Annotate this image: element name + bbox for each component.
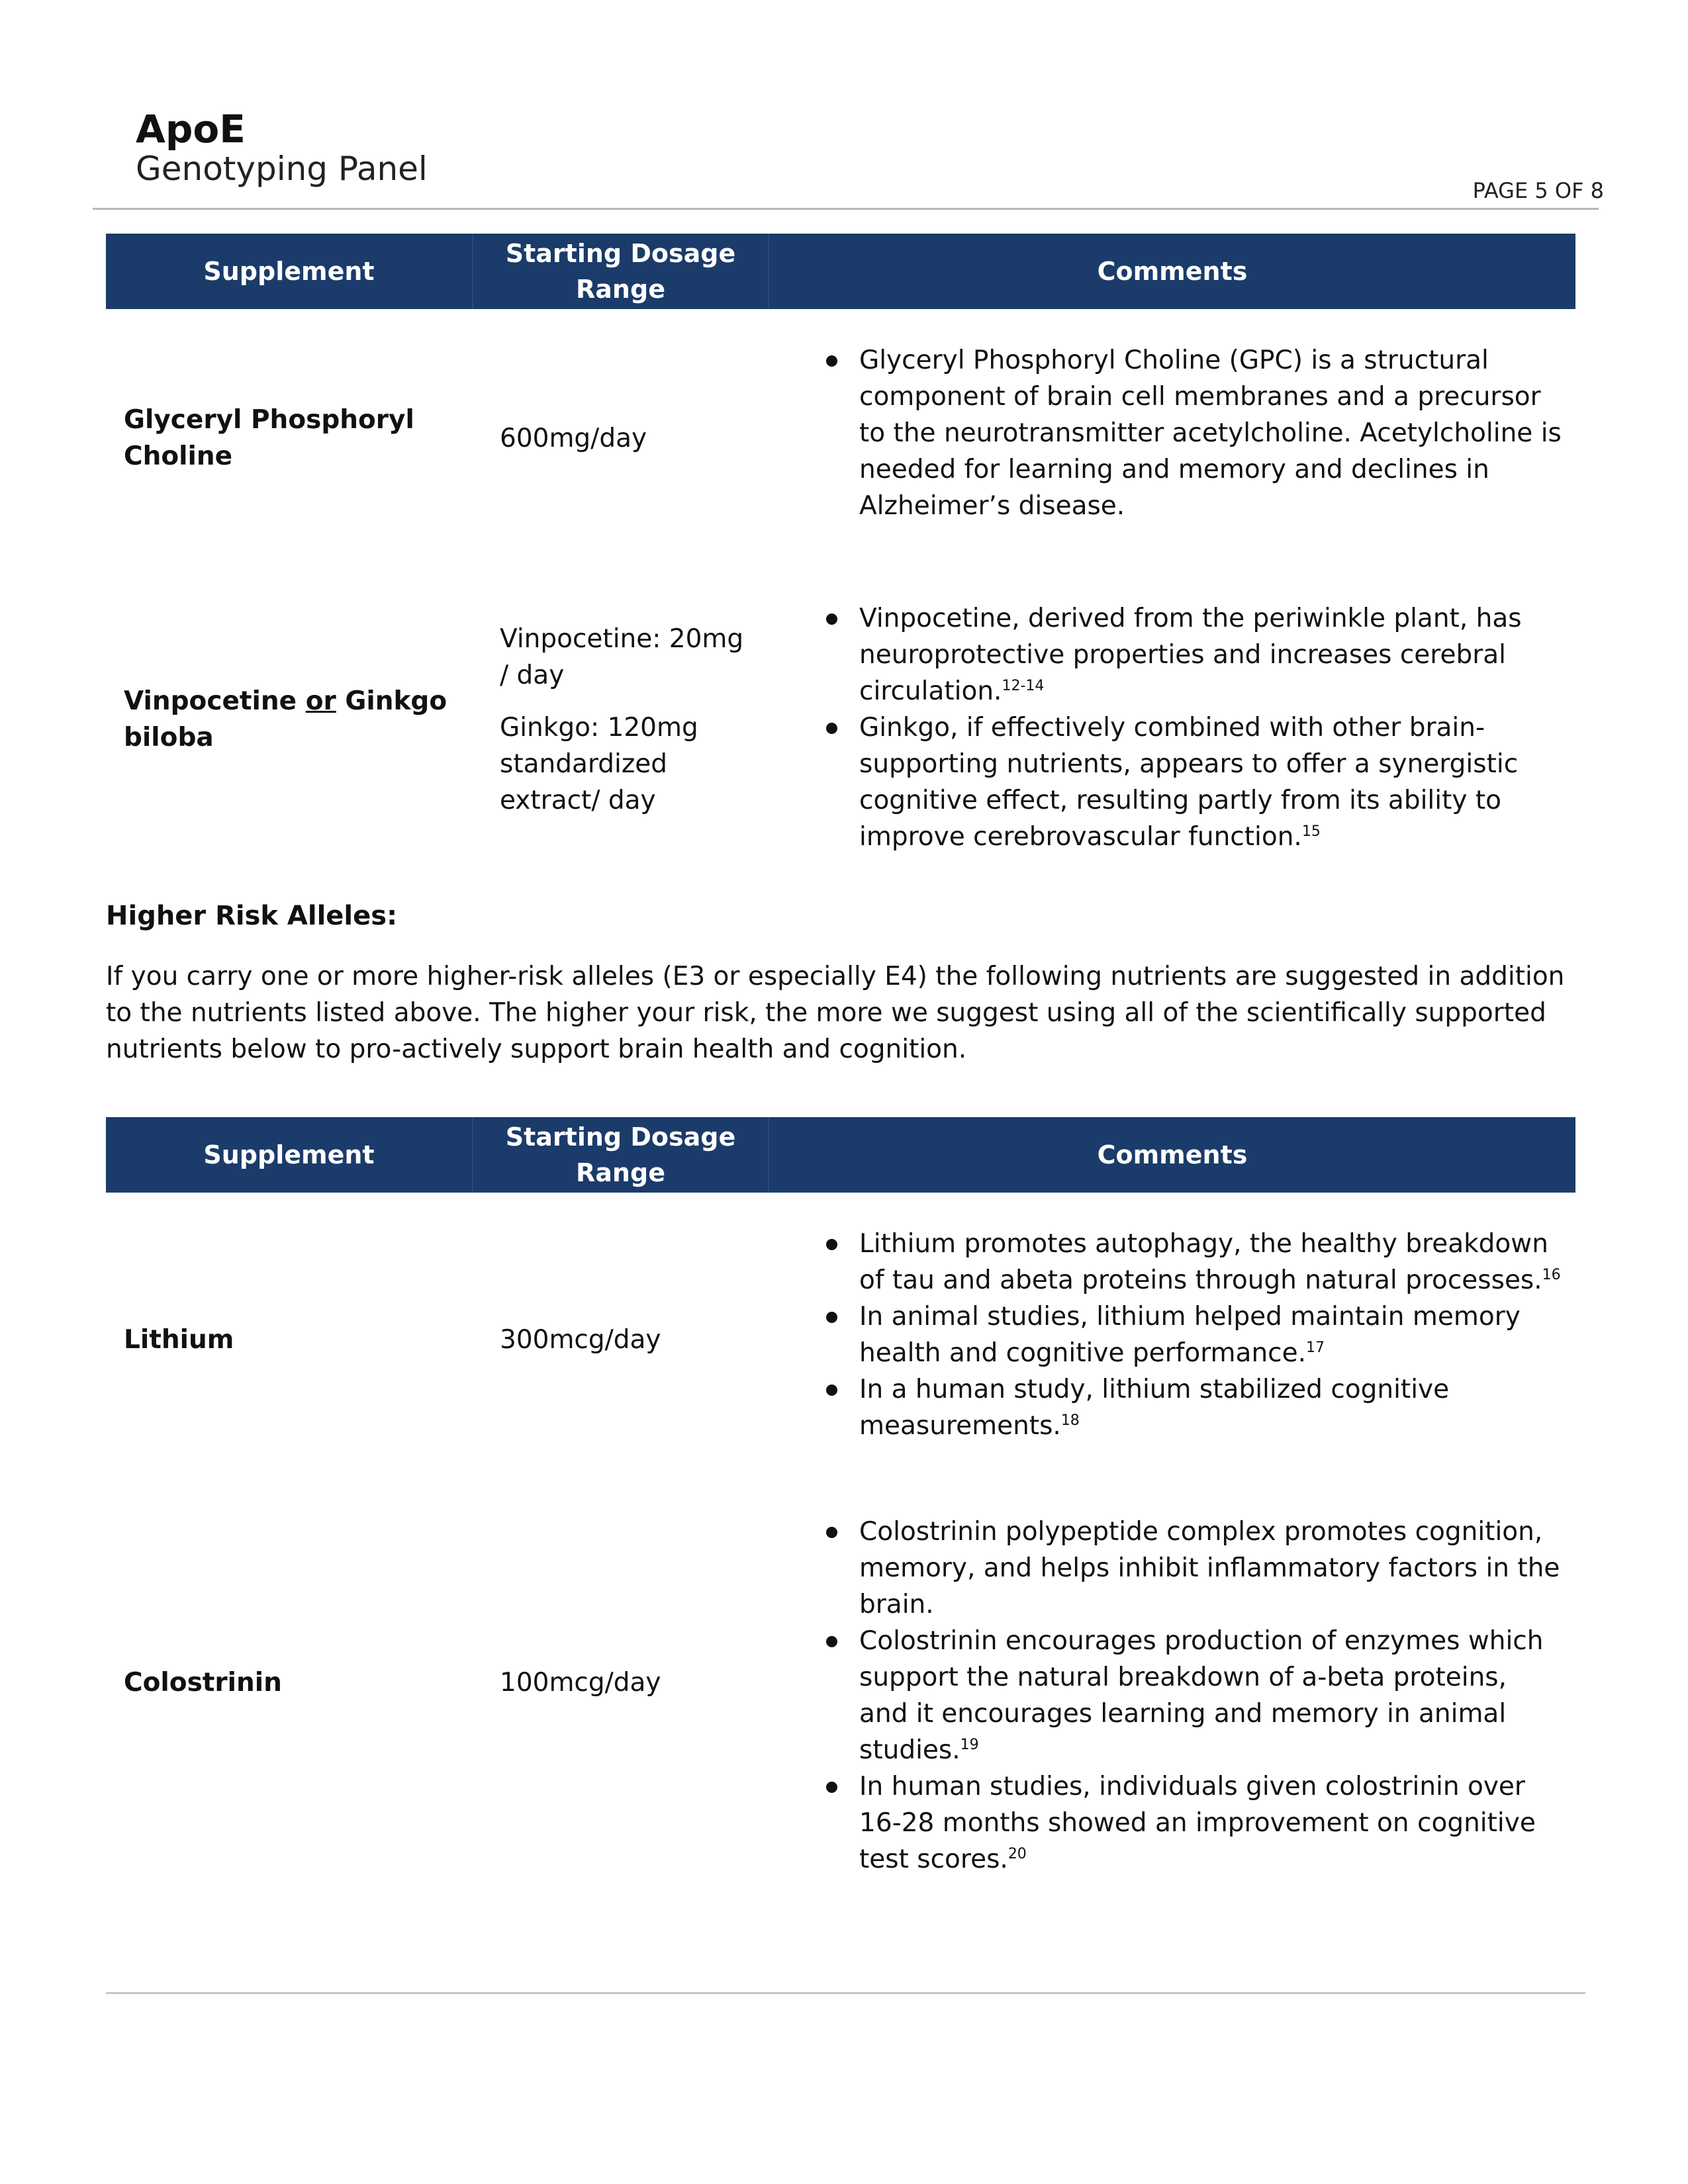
table-header: [106, 234, 1575, 309]
report-title: ApoE: [136, 107, 246, 152]
dosage-value: Vinpocetine: 20mg / day: [500, 623, 744, 690]
header-comments: Comments: [1097, 257, 1248, 286]
table-header: [106, 1117, 1575, 1193]
header-dosage: [473, 234, 769, 309]
table-row: [106, 342, 1575, 534]
comment-bullet: Colostrinin encourages production of enzymes which support the natural breakdown of a-beta proteins, and it encourages learning and memory in animal studies.$^{19}$: [826, 1623, 1562, 1768]
header-dosage: [473, 1117, 769, 1193]
table-row: [106, 1514, 1575, 1874]
reference-superscript: 16: [1542, 1267, 1561, 1283]
reference-superscript: 18: [1060, 1412, 1080, 1429]
header-supplement: Supplement: [106, 234, 473, 309]
header-comments: Comments: [1097, 1140, 1248, 1169]
section-paragraph: If you carry one or more higher-risk alleles (E3 or especially E4) the following nutrients are suggested in addition to the nutrients listed above. The higher your risk, the more we suggest using all of the scientifically supported nutrients below to pro-actively support brain health and cognition.: [106, 962, 1565, 1064]
dosage-value: Ginkgo: 120mg standardized extract/ day: [500, 712, 698, 815]
dosage-value: 600mg/day: [500, 423, 647, 453]
comments-cell: [774, 1514, 1575, 1874]
table-row: [106, 1226, 1575, 1454]
supplement-name: Vinpocetine or Ginkgo biloba: [124, 686, 447, 752]
comment-bullet: Glyceryl Phosphoryl Choline (GPC) is a structural component of brain cell membranes and a precursor to the neurotransmitter acetylcholine. Acetylcholine is needed for learning and memory and declines in Alzheimer’s disease.: [826, 342, 1562, 524]
table-row: [106, 600, 1575, 852]
report-subtitle: Genotyping Panel: [136, 150, 428, 188]
comment-bullet: Lithium promotes autophagy, the healthy breakdown of tau and abeta proteins through natural processes.$^{16}$: [826, 1226, 1562, 1298]
header-dosage-label: Starting Dosage Range: [505, 1122, 736, 1187]
supplement-name: Glyceryl Phosphoryl Choline: [124, 405, 414, 471]
supplement-table-1: [106, 234, 1575, 852]
page-header: [136, 106, 1592, 188]
dosage-cell: [475, 600, 774, 839]
supplement-name: Colostrinin: [124, 1667, 282, 1698]
comment-bullet: In human studies, individuals given colostrinin over 16-28 months showed an improvement on cognitive test scores.$^{20}$: [826, 1768, 1562, 1878]
supplement-table-2: [106, 1117, 1575, 1874]
header-divider: [93, 208, 1599, 210]
comment-bullet: Vinpocetine, derived from the periwinkle plant, has neuroprotective properties and increases cerebral circulation.$^{12-14}$: [826, 600, 1562, 709]
page-number: PAGE 5 OF 8: [1472, 178, 1604, 203]
reference-superscript: 15: [1301, 823, 1321, 840]
footer-divider: [106, 1992, 1585, 1994]
comments-cell: [774, 600, 1575, 852]
comment-bullet: In a human study, lithium stabilized cognitive measurements.$^{18}$: [826, 1371, 1562, 1444]
dosage-cell: [475, 342, 774, 534]
comment-bullet: Ginkgo, if effectively combined with other brain-supporting nutrients, appears to offer a synergistic cognitive effect, resulting partly from its ability to improve cerebrovascular function.$^{15}$: [826, 709, 1562, 855]
comment-bullet: In animal studies, lithium helped maintain memory health and cognitive performance.$^{17}$: [826, 1298, 1562, 1371]
reference-superscript: 17: [1306, 1340, 1325, 1356]
header-dosage-label: Starting Dosage Range: [505, 239, 736, 304]
supplement-name: Lithium: [124, 1325, 234, 1355]
comments-cell: [774, 342, 1575, 534]
dosage-value: 100mcg/day: [500, 1667, 661, 1698]
dosage-cell: [475, 1226, 774, 1454]
section-heading: Higher Risk Alleles:: [106, 901, 398, 931]
dosage-cell: [475, 1514, 774, 1851]
reference-superscript: 12-14: [1002, 678, 1045, 694]
reference-superscript: 20: [1008, 1846, 1027, 1862]
comments-cell: [774, 1226, 1575, 1454]
comment-bullet: Colostrinin polypeptide complex promotes cognition, memory, and helps inhibit inflammatory factors in the brain.: [826, 1514, 1562, 1623]
reference-superscript: 19: [960, 1737, 979, 1753]
dosage-value: 300mcg/day: [500, 1325, 661, 1355]
or-connector: or: [305, 686, 336, 716]
header-supplement: Supplement: [106, 1117, 473, 1193]
